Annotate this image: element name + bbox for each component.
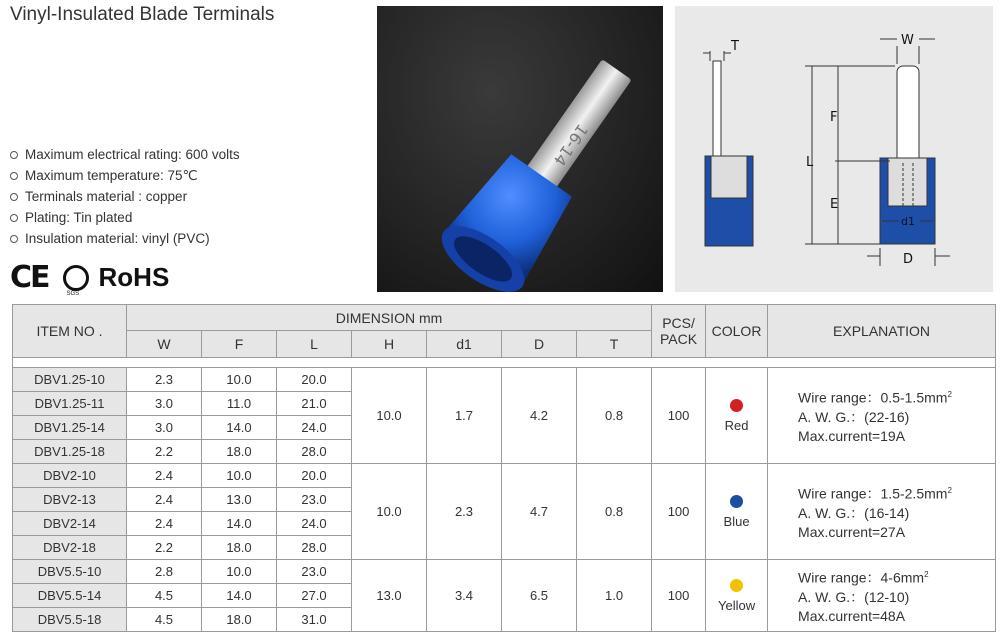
wire-range-sup: 2 (947, 486, 952, 496)
awg: A. W. G.：(22-16) (798, 408, 910, 425)
cell-w: 4.5 (127, 584, 202, 608)
item-no: DBV1.25-14 (13, 416, 127, 440)
cell-h: 13.0 (352, 560, 427, 632)
dim-label-t: T (731, 39, 739, 54)
cell-w: 3.0 (127, 416, 202, 440)
dimension-diagram-graphic (675, 6, 993, 292)
bullet-icon (10, 235, 18, 243)
spec-text: Insulation material: vinyl (PVC) (25, 231, 210, 246)
terminal-photo-graphic (377, 6, 663, 292)
max-current: Max.current=27A (798, 523, 906, 540)
cell-w: 2.4 (127, 512, 202, 536)
cell-color (706, 368, 768, 464)
spec-item (10, 186, 240, 207)
header-explanation: EXPLANATION (768, 305, 996, 358)
item-no: DBV2-14 (13, 512, 127, 536)
spec-item (10, 207, 240, 228)
wire-range (798, 385, 995, 408)
header-d: D (502, 331, 577, 358)
spec-text: Maximum electrical rating: 600 volts (25, 147, 240, 162)
header-color: COLOR (706, 305, 768, 358)
header-item: ITEM NO . (13, 305, 127, 358)
item-no: DBV2-18 (13, 536, 127, 560)
cell-color (706, 464, 768, 560)
cell-l: 31.0 (277, 608, 352, 632)
cell-l: 28.0 (277, 536, 352, 560)
dim-label-w: W (901, 33, 914, 48)
item-no: DBV1.25-11 (13, 392, 127, 416)
cell-w: 2.8 (127, 560, 202, 584)
cell-f: 18.0 (202, 608, 277, 632)
cell-t: 1.0 (577, 560, 652, 632)
item-no: DBV1.25-10 (13, 368, 127, 392)
spec-text: Terminals material : copper (25, 189, 188, 204)
dim-label-e: E (830, 197, 839, 212)
cell-l: 20.0 (277, 464, 352, 488)
header-f: F (202, 331, 277, 358)
bullet-icon (10, 193, 18, 201)
cell-explanation (768, 368, 996, 464)
header-t: T (577, 331, 652, 358)
bullet-icon (10, 151, 18, 159)
color-label: Blue (723, 513, 750, 529)
cell-f: 10.0 (202, 560, 277, 584)
header-pack: PACK (660, 331, 698, 347)
cell-w: 2.4 (127, 488, 202, 512)
cell-l: 24.0 (277, 512, 352, 536)
ce-mark: CE (10, 260, 49, 295)
cell-w: 3.0 (127, 392, 202, 416)
item-no: DBV2-13 (13, 488, 127, 512)
cell-d1: 2.3 (427, 464, 502, 560)
cell-t: 0.8 (577, 368, 652, 464)
cell-d1: 1.7 (427, 368, 502, 464)
dim-label-d: D (903, 252, 914, 267)
cell-pcs: 100 (652, 464, 706, 560)
dim-label-d1: d1 (901, 215, 915, 228)
table-row (13, 368, 996, 392)
header-l: L (277, 331, 352, 358)
cell-w: 4.5 (127, 608, 202, 632)
spec-text: Maximum temperature: 75℃ (25, 168, 198, 183)
cell-w: 2.2 (127, 440, 202, 464)
header-w: W (127, 331, 202, 358)
cell-pcs: 100 (652, 560, 706, 632)
cell-h: 10.0 (352, 368, 427, 464)
certification-logos (10, 260, 169, 295)
wire-range-text: Wire range：1.5-2.5mm (798, 485, 948, 502)
product-photo (377, 6, 663, 292)
bullet-icon (10, 214, 18, 222)
cell-pcs: 100 (652, 368, 706, 464)
color-dot-red (730, 399, 743, 412)
cell-l: 20.0 (277, 368, 352, 392)
page-title: Vinyl-Insulated Blade Terminals (10, 4, 275, 25)
cell-h: 10.0 (352, 464, 427, 560)
item-no: DBV1.25-18 (13, 440, 127, 464)
spec-list (10, 144, 240, 249)
cell-w: 2.2 (127, 536, 202, 560)
cell-d: 6.5 (502, 560, 577, 632)
item-no: DBV2-10 (13, 464, 127, 488)
blade-marking: 16-14 (549, 120, 592, 170)
item-no: DBV5.5-14 (13, 584, 127, 608)
cell-w: 2.4 (127, 464, 202, 488)
cell-d: 4.7 (502, 464, 577, 560)
cell-d: 4.2 (502, 368, 577, 464)
dim-label-l: L (806, 155, 814, 170)
cell-f: 10.0 (202, 464, 277, 488)
cell-l: 24.0 (277, 416, 352, 440)
dimension-diagram (675, 6, 993, 292)
cell-f: 10.0 (202, 368, 277, 392)
header-pcs: PCS/ (662, 315, 695, 331)
wire-range (798, 565, 995, 588)
header-pcs-pack (652, 305, 706, 358)
color-label: Red (724, 417, 749, 433)
cell-d1: 3.4 (427, 560, 502, 632)
table-row (13, 464, 996, 488)
color-dot-yellow (730, 579, 743, 592)
cell-l: 21.0 (277, 392, 352, 416)
wire-range-sup: 2 (947, 390, 952, 400)
cell-explanation (768, 464, 996, 560)
cell-f: 14.0 (202, 416, 277, 440)
bullet-icon (10, 172, 18, 180)
cell-explanation (768, 560, 996, 632)
cell-l: 27.0 (277, 584, 352, 608)
max-current: Max.current=48A (798, 607, 906, 624)
header-spacer (13, 358, 996, 368)
cell-f: 11.0 (202, 392, 277, 416)
color-label: Yellow (717, 597, 756, 613)
header-h: H (352, 331, 427, 358)
color-dot-blue (730, 495, 743, 508)
wire-range-sup: 2 (924, 570, 929, 580)
awg: A. W. G.：(16-14) (798, 504, 910, 521)
dim-label-f: F (830, 110, 838, 125)
spec-item (10, 144, 240, 165)
cell-color (706, 560, 768, 632)
spec-text: Plating: Tin plated (25, 210, 133, 225)
sgs-logo-icon (63, 265, 89, 297)
cell-w: 2.3 (127, 368, 202, 392)
cell-t: 0.8 (577, 464, 652, 560)
cell-f: 18.0 (202, 440, 277, 464)
rohs-mark: RoHS (98, 262, 170, 292)
spec-table (12, 304, 996, 632)
wire-range (798, 481, 995, 504)
item-no: DBV5.5-10 (13, 560, 127, 584)
cell-l: 23.0 (277, 488, 352, 512)
cell-f: 14.0 (202, 584, 277, 608)
awg: A. W. G.：(12-10) (798, 588, 910, 605)
wire-range-text: Wire range：4-6mm (798, 569, 925, 586)
spec-item (10, 228, 240, 249)
cell-f: 18.0 (202, 536, 277, 560)
header-dimension: DIMENSION mm (127, 305, 652, 331)
wire-range-text: Wire range：0.5-1.5mm (798, 389, 948, 406)
max-current: Max.current=19A (798, 427, 906, 444)
spec-item (10, 165, 240, 186)
cell-f: 14.0 (202, 512, 277, 536)
item-no: DBV5.5-18 (13, 608, 127, 632)
cell-f: 13.0 (202, 488, 277, 512)
header-d1: d1 (427, 331, 502, 358)
cell-l: 28.0 (277, 440, 352, 464)
sgs-label: SGS (66, 290, 80, 297)
cell-l: 23.0 (277, 560, 352, 584)
table-row (13, 560, 996, 584)
